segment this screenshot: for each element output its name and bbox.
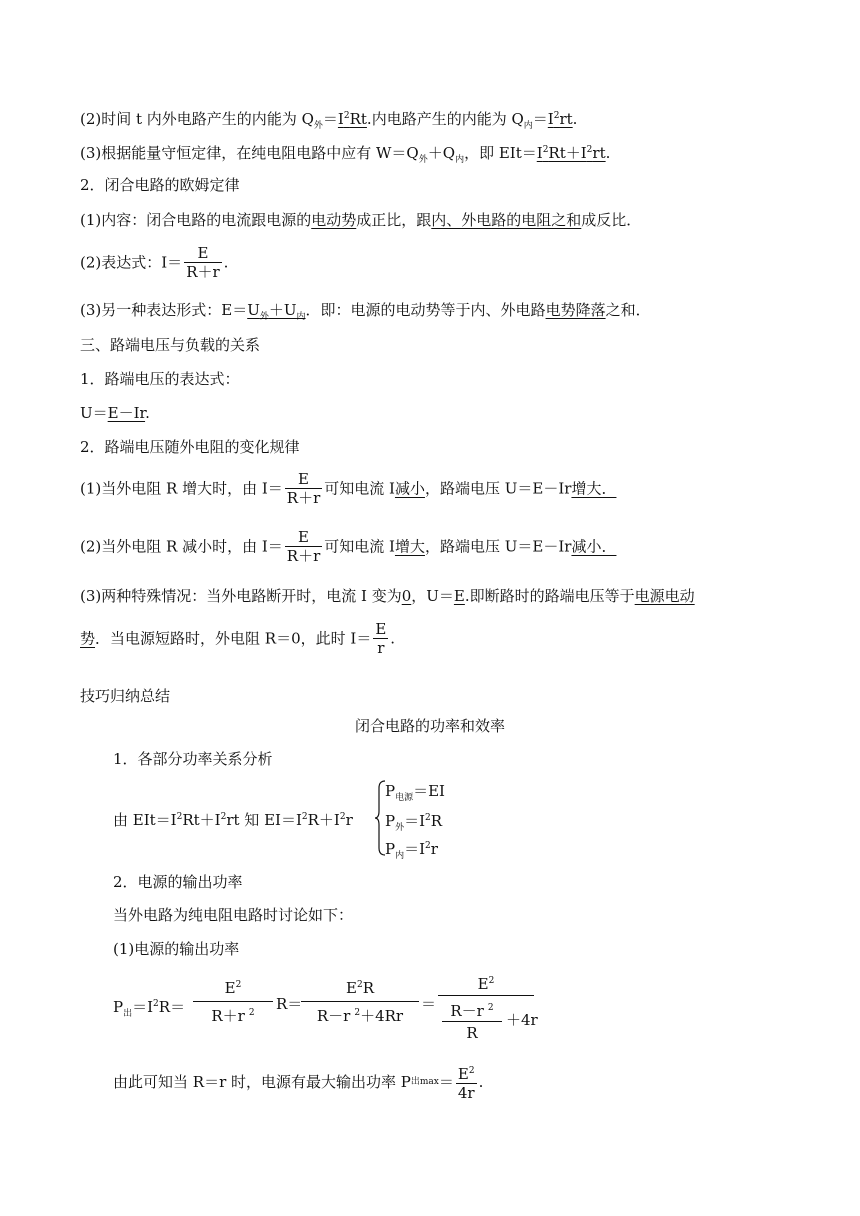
- answer-increase: 增大: [394, 537, 425, 556]
- fraction-max-power: $\frac{E^2}{4r}$: [456, 1062, 477, 1102]
- answer-zero: 0: [401, 587, 412, 605]
- heading-terminal-expression: 1．路端电压的表达式：: [80, 370, 240, 388]
- line-power-relation: 由 $EIt=I^2Rt+I^2rt$ 知 $EI=I^2R+I^2r$: [113, 811, 353, 829]
- answer-emf: 电动势: [311, 211, 357, 229]
- system-row-outer: $P_外=I^2R$: [385, 812, 443, 833]
- heading-power-efficiency: 闭合电路的功率和效率: [354, 717, 505, 735]
- answer-e: E: [453, 587, 465, 605]
- line-short-circuit: 势．当电源短路时，外电阻 R＝0，此时 I＝ $\frac{E}{r}$ .: [80, 620, 396, 657]
- line-max-output: 由此可知当 R＝r 时，电源有最大输出功率 P出max＝ $\frac{E^2}{4r}$ .: [113, 1062, 483, 1102]
- system-row-inner: $P_内=I^2r$: [385, 840, 438, 861]
- line-u-formula: U＝E－Ir.: [80, 404, 150, 422]
- answer-emf-cont: 电源电动: [634, 587, 695, 605]
- system-row-source: $P_{电源}=EI$: [385, 782, 445, 803]
- answer-decrease: 减小: [394, 479, 425, 498]
- fraction-output-2: $E^2R$ R－r $^2$＋4Rr: [301, 976, 419, 1027]
- heading-tips-summary: 技巧归纳总结: [80, 687, 171, 705]
- line-expression: (2)表达式：I＝ $\frac{E}{R+r}$ .: [80, 244, 229, 281]
- answer-emf-end: 势: [80, 629, 96, 648]
- heading-terminal-voltage: 三、路端电压与负载的关系: [80, 336, 261, 354]
- answer-i2rt-inner: $I^2rt$: [547, 110, 573, 128]
- heading-power-analysis: 1．各部分功率关系分析: [113, 750, 273, 768]
- fraction-current: $\frac{E}{R+r}$: [286, 528, 321, 565]
- fraction-output-1: $E^2$ R＋r $^2$: [193, 976, 273, 1027]
- answer-i2rt-outer: $I^2Rt$: [337, 110, 367, 128]
- fraction-current: $\frac{E}{R+r}$: [286, 470, 321, 507]
- fraction-short-circuit: $\frac{E}{r}$: [375, 620, 387, 657]
- line-r-decrease: (2)当外电阻 R 减小时，由 I＝ $\frac{E}{R+r}$ 可知电流 I增大，路端电压 U＝E－Ir减小．: [80, 528, 617, 565]
- line-alt-expression: (3)另一种表达形式：$E=U_外+U_内$．即：电源的电动势等于内、外电路电势降落之和．: [80, 301, 651, 322]
- answer-u-sum: $U_外+U_内$: [247, 301, 306, 322]
- line-internal-energy: (2)时间 t 内外电路产生的内能为 $Q_外=I^2Rt$.内电路产生的内能为 $Q_内=I^2rt$.: [80, 110, 578, 131]
- line-output-power-sub: (1)电源的输出功率: [113, 940, 240, 958]
- answer-potential-drop: 电势降落: [545, 301, 606, 319]
- heading-variation: 2．路端电压随外电阻的变化规律: [80, 438, 300, 456]
- heading-ohms-law: 2．闭合电路的欧姆定律: [80, 176, 240, 194]
- line-special-cases: (3)两种特殊情况：当外电路断开时，电流 I 变为0，U＝E.即断路时的路端电压等于电源电动: [80, 587, 695, 605]
- answer-e-minus-ir: E－Ir: [107, 404, 146, 422]
- fraction-output-3: $E^2$ R－r $^2$ R ＋4r: [438, 972, 534, 1044]
- answer-increase: 增大．: [571, 479, 617, 498]
- line-energy-conservation: (3)根据能量守恒定律，在纯电阻电路中应有 $W=Q_外+Q_内$，即 $EIt=I^2Rt+I^2rt$.: [80, 144, 611, 165]
- heading-output-power: 2．电源的输出功率: [113, 873, 243, 891]
- line-pure-resistance: 当外电路为纯电阻电路时讨论如下：: [113, 906, 354, 924]
- answer-resistance-sum: 内、外电路的电阻之和: [431, 211, 582, 229]
- line-r-increase: (1)当外电阻 R 增大时，由 I＝ $\frac{E}{R+r}$ 可知电流 I减小，路端电压 U＝E－Ir增大．: [80, 470, 617, 507]
- fraction-e-over-r-plus-r: $\frac{E}{R+r}$: [186, 244, 220, 281]
- line-content: (1)内容：闭合电路的电流跟电源的电动势成正比，跟内、外电路的电阻之和成反比．: [80, 211, 642, 229]
- answer-decrease: 减小．: [571, 537, 617, 556]
- answer-energy-sum: $I^2Rt+I^2rt$: [536, 144, 606, 162]
